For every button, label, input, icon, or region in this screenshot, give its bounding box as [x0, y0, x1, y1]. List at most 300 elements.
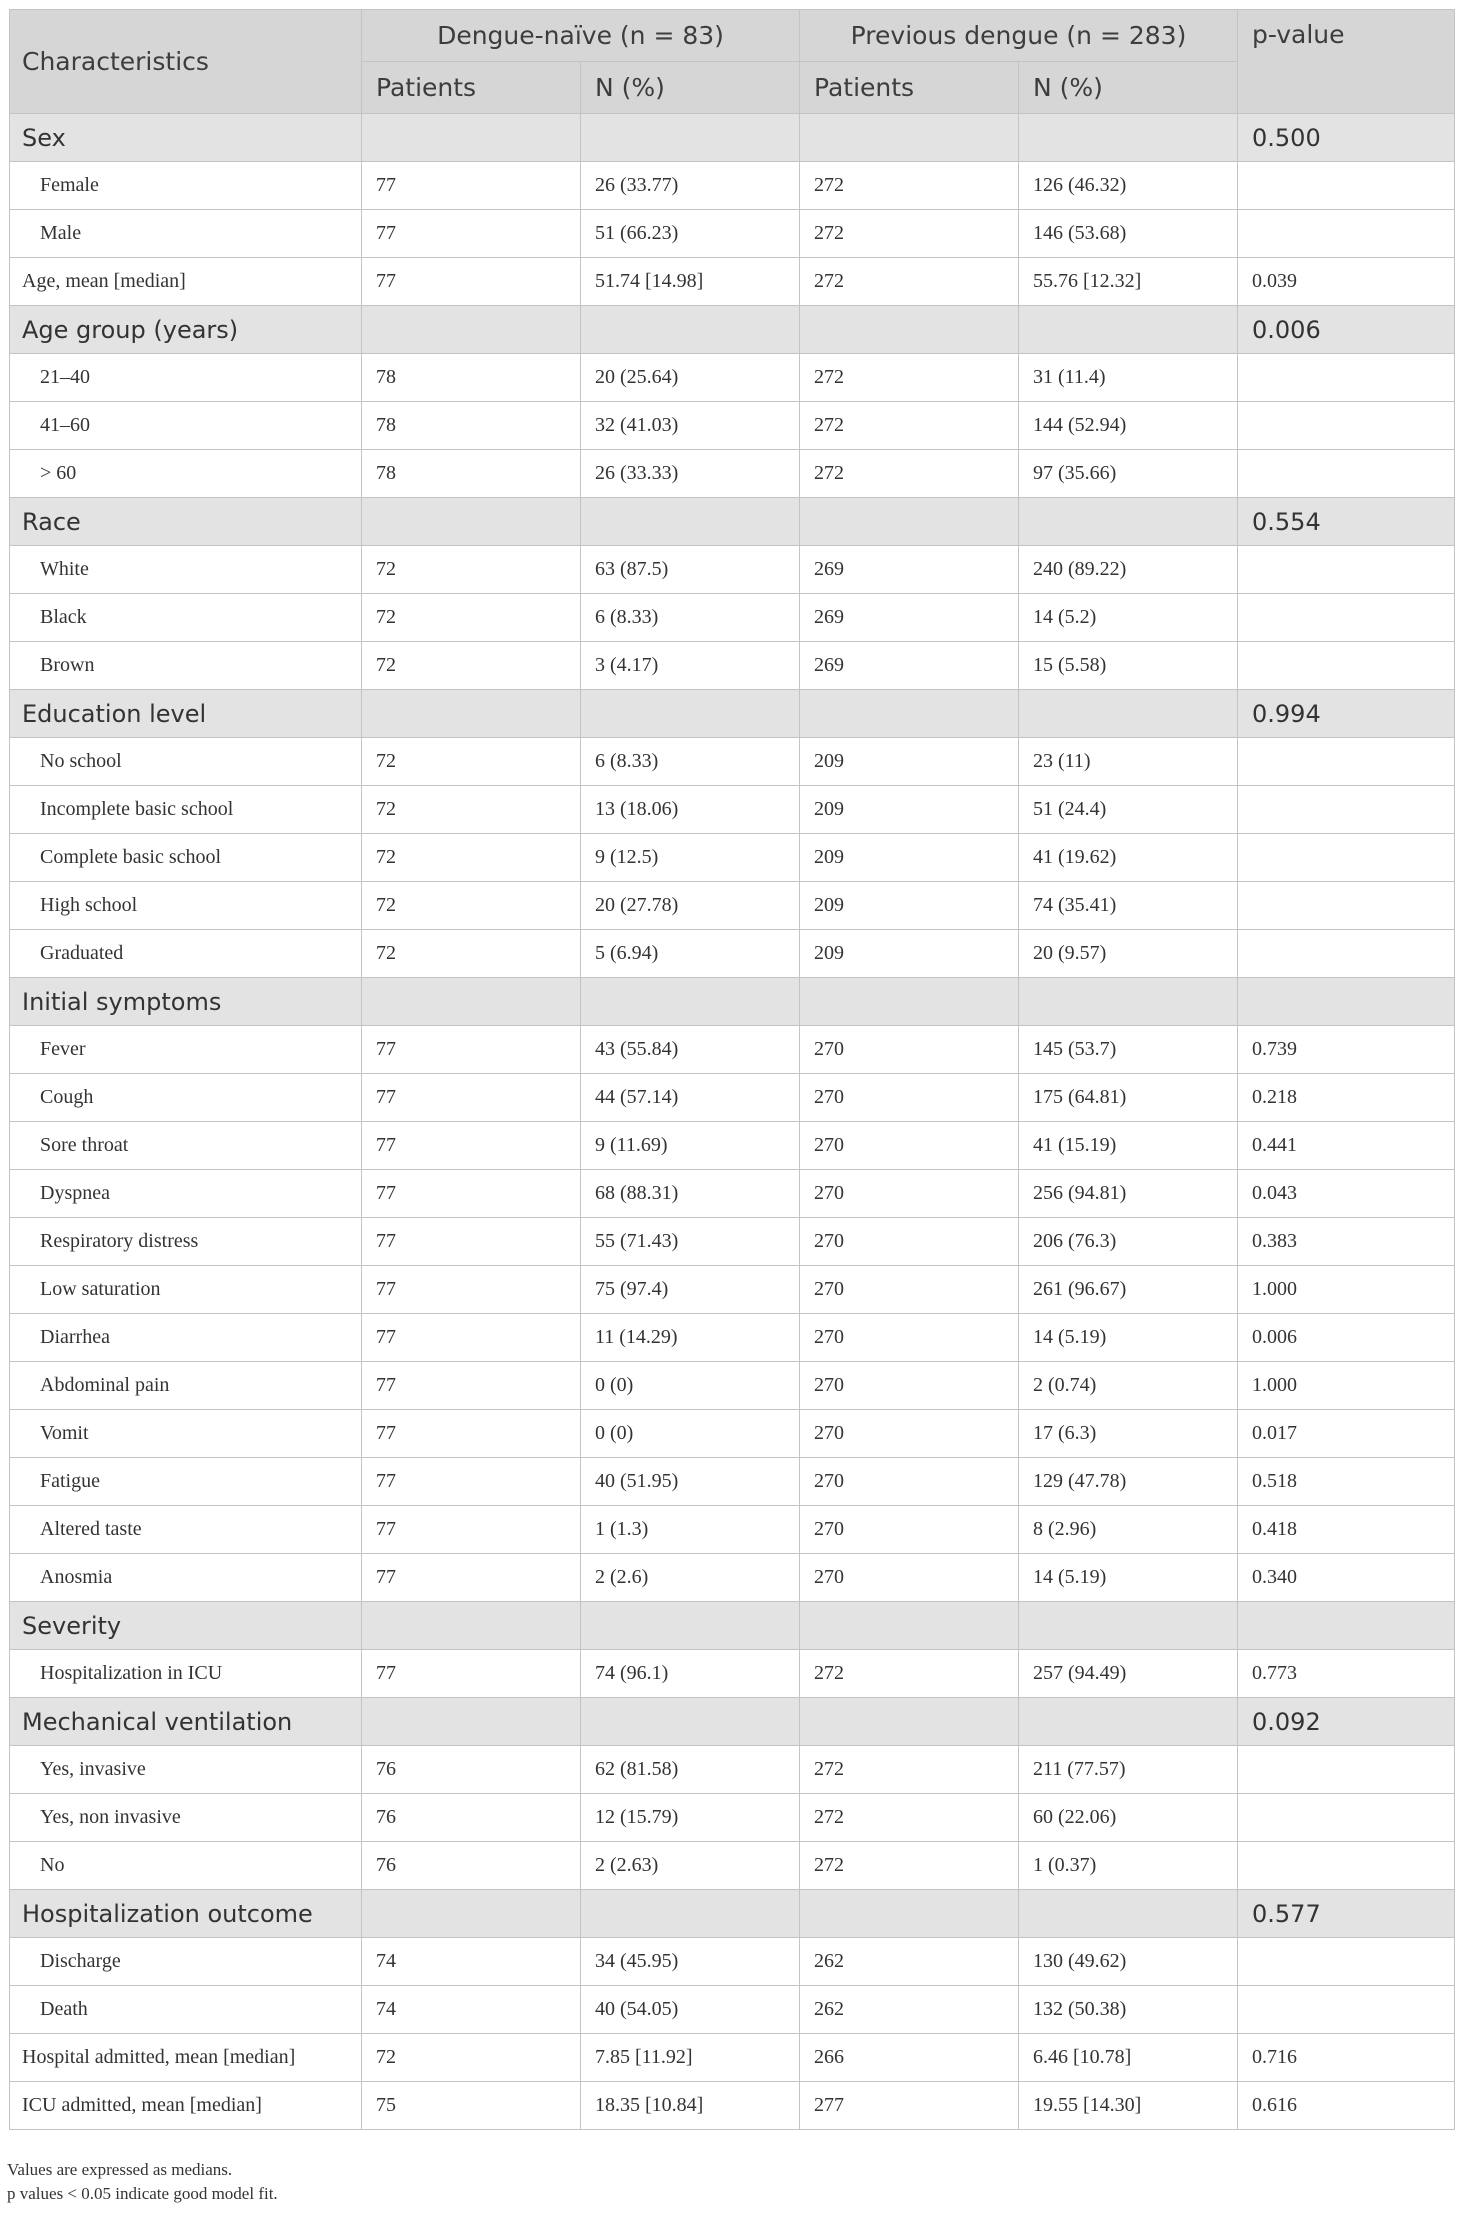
- patients-naive-cell: 78: [362, 354, 581, 402]
- patients-previous-cell: 209: [800, 882, 1019, 930]
- p-value-cell: [1238, 930, 1455, 978]
- npct-naive-cell: 55 (71.43): [581, 1218, 800, 1266]
- patients-previous-cell: 270: [800, 1170, 1019, 1218]
- row-label: Black: [10, 594, 362, 642]
- empty-cell: [581, 1602, 800, 1650]
- table-row: [10, 354, 1455, 402]
- npct-naive-cell: 13 (18.06): [581, 786, 800, 834]
- table-row: [10, 546, 1455, 594]
- row-label: Yes, invasive: [10, 1746, 362, 1794]
- empty-cell: [1019, 690, 1238, 738]
- row-label: 41–60: [10, 402, 362, 450]
- p-value-cell: [1238, 1938, 1455, 1986]
- npct-previous-cell: 23 (11): [1019, 738, 1238, 786]
- row-label: Discharge: [10, 1938, 362, 1986]
- patients-naive-cell: 72: [362, 594, 581, 642]
- npct-previous-cell: 41 (19.62): [1019, 834, 1238, 882]
- p-value-cell: [1238, 642, 1455, 690]
- patients-previous-cell: 270: [800, 1122, 1019, 1170]
- p-value-cell: 0.616: [1238, 2082, 1455, 2130]
- table-row: [10, 1650, 1455, 1698]
- section-row: [10, 1698, 1455, 1746]
- patients-previous-cell: 277: [800, 2082, 1019, 2130]
- header-characteristics: Characteristics: [10, 10, 362, 114]
- patients-naive-cell: 77: [362, 258, 581, 306]
- patients-naive-cell: 72: [362, 930, 581, 978]
- patients-previous-cell: 270: [800, 1458, 1019, 1506]
- p-value-cell: [1238, 450, 1455, 498]
- npct-previous-cell: 257 (94.49): [1019, 1650, 1238, 1698]
- empty-cell: [362, 978, 581, 1026]
- patients-naive-cell: 72: [362, 834, 581, 882]
- row-label: Male: [10, 210, 362, 258]
- section-row: [10, 498, 1455, 546]
- p-value-cell: [1238, 594, 1455, 642]
- patients-previous-cell: 272: [800, 1842, 1019, 1890]
- table-row: [10, 594, 1455, 642]
- section-p-value: 0.092: [1238, 1698, 1455, 1746]
- empty-cell: [362, 306, 581, 354]
- npct-previous-cell: 74 (35.41): [1019, 882, 1238, 930]
- characteristics-table: [9, 9, 1455, 2130]
- row-label: No school: [10, 738, 362, 786]
- npct-previous-cell: 129 (47.78): [1019, 1458, 1238, 1506]
- npct-naive-cell: 26 (33.77): [581, 162, 800, 210]
- patients-previous-cell: 209: [800, 834, 1019, 882]
- table-footnotes: [7, 2158, 278, 2206]
- p-value-cell: 0.441: [1238, 1122, 1455, 1170]
- p-value-cell: [1238, 546, 1455, 594]
- section-p-value: 0.006: [1238, 306, 1455, 354]
- patients-previous-cell: 272: [800, 1650, 1019, 1698]
- patients-naive-cell: 77: [362, 1458, 581, 1506]
- section-p-value: 0.500: [1238, 114, 1455, 162]
- section-label: Hospitalization outcome: [10, 1890, 362, 1938]
- p-value-cell: 0.418: [1238, 1506, 1455, 1554]
- header-npct-naive: N (%): [581, 62, 800, 114]
- empty-cell: [362, 1602, 581, 1650]
- patients-previous-cell: 272: [800, 450, 1019, 498]
- patients-naive-cell: 75: [362, 2082, 581, 2130]
- npct-naive-cell: 2 (2.6): [581, 1554, 800, 1602]
- row-label: Fatigue: [10, 1458, 362, 1506]
- row-label: Female: [10, 162, 362, 210]
- patients-naive-cell: 77: [362, 162, 581, 210]
- patients-naive-cell: 78: [362, 450, 581, 498]
- p-value-cell: [1238, 354, 1455, 402]
- header-p-value: p-value: [1238, 10, 1455, 114]
- row-label: Sore throat: [10, 1122, 362, 1170]
- p-value-cell: [1238, 1986, 1455, 2034]
- row-label: Diarrhea: [10, 1314, 362, 1362]
- table-row: [10, 1986, 1455, 2034]
- p-value-cell: [1238, 402, 1455, 450]
- npct-previous-cell: 17 (6.3): [1019, 1410, 1238, 1458]
- npct-naive-cell: 68 (88.31): [581, 1170, 800, 1218]
- npct-naive-cell: 9 (11.69): [581, 1122, 800, 1170]
- patients-previous-cell: 272: [800, 354, 1019, 402]
- footnote-p-values: p values < 0.05 indicate good model fit.: [7, 2184, 278, 2203]
- section-row: [10, 1602, 1455, 1650]
- empty-cell: [581, 498, 800, 546]
- section-row: [10, 690, 1455, 738]
- patients-naive-cell: 77: [362, 1410, 581, 1458]
- table-row: [10, 642, 1455, 690]
- npct-previous-cell: 130 (49.62): [1019, 1938, 1238, 1986]
- npct-previous-cell: 175 (64.81): [1019, 1074, 1238, 1122]
- empty-cell: [1019, 1698, 1238, 1746]
- patients-previous-cell: 272: [800, 258, 1019, 306]
- section-label: Mechanical ventilation: [10, 1698, 362, 1746]
- header-row-groups: [10, 10, 1455, 62]
- patients-previous-cell: 270: [800, 1314, 1019, 1362]
- patients-previous-cell: 209: [800, 930, 1019, 978]
- empty-cell: [800, 114, 1019, 162]
- table-row: [10, 1842, 1455, 1890]
- npct-naive-cell: 1 (1.3): [581, 1506, 800, 1554]
- empty-cell: [1019, 1602, 1238, 1650]
- empty-cell: [581, 978, 800, 1026]
- patients-naive-cell: 72: [362, 546, 581, 594]
- row-label: Hospitalization in ICU: [10, 1650, 362, 1698]
- empty-cell: [581, 1890, 800, 1938]
- table-row: [10, 1794, 1455, 1842]
- patients-naive-cell: 77: [362, 1026, 581, 1074]
- section-p-value: 0.994: [1238, 690, 1455, 738]
- table-row: [10, 1314, 1455, 1362]
- footnote-medians: Values are expressed as medians.: [7, 2160, 233, 2179]
- npct-previous-cell: 211 (77.57): [1019, 1746, 1238, 1794]
- p-value-cell: 0.017: [1238, 1410, 1455, 1458]
- table-row: [10, 258, 1455, 306]
- row-label: Incomplete basic school: [10, 786, 362, 834]
- npct-previous-cell: 1 (0.37): [1019, 1842, 1238, 1890]
- empty-cell: [1019, 306, 1238, 354]
- patients-previous-cell: 272: [800, 162, 1019, 210]
- section-label: Sex: [10, 114, 362, 162]
- row-label: Death: [10, 1986, 362, 2034]
- row-label: Fever: [10, 1026, 362, 1074]
- section-label: Severity: [10, 1602, 362, 1650]
- table-row: [10, 882, 1455, 930]
- npct-previous-cell: 60 (22.06): [1019, 1794, 1238, 1842]
- npct-naive-cell: 51.74 [14.98]: [581, 258, 800, 306]
- patients-naive-cell: 77: [362, 1314, 581, 1362]
- row-label: > 60: [10, 450, 362, 498]
- patients-naive-cell: 72: [362, 2034, 581, 2082]
- table-row: [10, 1170, 1455, 1218]
- section-row: [10, 306, 1455, 354]
- empty-cell: [1019, 114, 1238, 162]
- p-value-cell: 0.039: [1238, 258, 1455, 306]
- section-p-value: 0.554: [1238, 498, 1455, 546]
- npct-naive-cell: 0 (0): [581, 1410, 800, 1458]
- p-value-cell: [1238, 1794, 1455, 1842]
- npct-naive-cell: 40 (51.95): [581, 1458, 800, 1506]
- patients-naive-cell: 72: [362, 738, 581, 786]
- row-label: High school: [10, 882, 362, 930]
- patients-previous-cell: 269: [800, 642, 1019, 690]
- row-label: Low saturation: [10, 1266, 362, 1314]
- patients-previous-cell: 270: [800, 1506, 1019, 1554]
- npct-previous-cell: 206 (76.3): [1019, 1218, 1238, 1266]
- npct-previous-cell: 41 (15.19): [1019, 1122, 1238, 1170]
- npct-naive-cell: 51 (66.23): [581, 210, 800, 258]
- table-row: [10, 162, 1455, 210]
- npct-previous-cell: 51 (24.4): [1019, 786, 1238, 834]
- section-label: Age group (years): [10, 306, 362, 354]
- p-value-cell: 0.340: [1238, 1554, 1455, 1602]
- npct-previous-cell: 8 (2.96): [1019, 1506, 1238, 1554]
- npct-naive-cell: 20 (27.78): [581, 882, 800, 930]
- header-group-dengue-naive: Dengue-naïve (n = 83): [362, 10, 800, 62]
- empty-cell: [581, 690, 800, 738]
- empty-cell: [800, 978, 1019, 1026]
- npct-naive-cell: 0 (0): [581, 1362, 800, 1410]
- npct-naive-cell: 12 (15.79): [581, 1794, 800, 1842]
- section-row: [10, 1890, 1455, 1938]
- table-row: [10, 738, 1455, 786]
- p-value-cell: [1238, 834, 1455, 882]
- table-row: [10, 1074, 1455, 1122]
- patients-previous-cell: 270: [800, 1074, 1019, 1122]
- row-label: Vomit: [10, 1410, 362, 1458]
- p-value-cell: 1.000: [1238, 1362, 1455, 1410]
- empty-cell: [800, 690, 1019, 738]
- row-label: 21–40: [10, 354, 362, 402]
- npct-naive-cell: 34 (45.95): [581, 1938, 800, 1986]
- patients-naive-cell: 77: [362, 1650, 581, 1698]
- npct-naive-cell: 74 (96.1): [581, 1650, 800, 1698]
- p-value-cell: 0.218: [1238, 1074, 1455, 1122]
- p-value-cell: 1.000: [1238, 1266, 1455, 1314]
- row-label: White: [10, 546, 362, 594]
- patients-previous-cell: 269: [800, 546, 1019, 594]
- npct-naive-cell: 2 (2.63): [581, 1842, 800, 1890]
- npct-previous-cell: 261 (96.67): [1019, 1266, 1238, 1314]
- p-value-cell: 0.043: [1238, 1170, 1455, 1218]
- empty-cell: [362, 1890, 581, 1938]
- p-value-cell: [1238, 1746, 1455, 1794]
- patients-previous-cell: 270: [800, 1554, 1019, 1602]
- npct-naive-cell: 18.35 [10.84]: [581, 2082, 800, 2130]
- patients-naive-cell: 77: [362, 1362, 581, 1410]
- npct-naive-cell: 7.85 [11.92]: [581, 2034, 800, 2082]
- header-patients-naive: Patients: [362, 62, 581, 114]
- npct-naive-cell: 5 (6.94): [581, 930, 800, 978]
- empty-cell: [362, 1698, 581, 1746]
- row-label: Hospital admitted, mean [median]: [10, 2034, 362, 2082]
- p-value-cell: [1238, 882, 1455, 930]
- npct-naive-cell: 20 (25.64): [581, 354, 800, 402]
- table-row: [10, 1458, 1455, 1506]
- table-row: [10, 1746, 1455, 1794]
- npct-naive-cell: 44 (57.14): [581, 1074, 800, 1122]
- header-patients-previous: Patients: [800, 62, 1019, 114]
- npct-previous-cell: 126 (46.32): [1019, 162, 1238, 210]
- p-value-cell: 0.383: [1238, 1218, 1455, 1266]
- p-value-cell: [1238, 738, 1455, 786]
- table-row: [10, 2034, 1455, 2082]
- npct-previous-cell: 19.55 [14.30]: [1019, 2082, 1238, 2130]
- npct-naive-cell: 9 (12.5): [581, 834, 800, 882]
- npct-naive-cell: 6 (8.33): [581, 594, 800, 642]
- table-row: [10, 1938, 1455, 1986]
- npct-naive-cell: 3 (4.17): [581, 642, 800, 690]
- empty-cell: [1019, 498, 1238, 546]
- patients-previous-cell: 272: [800, 402, 1019, 450]
- patients-previous-cell: 272: [800, 210, 1019, 258]
- npct-previous-cell: 15 (5.58): [1019, 642, 1238, 690]
- patients-naive-cell: 77: [362, 1170, 581, 1218]
- table-row: [10, 1122, 1455, 1170]
- p-value-cell: [1238, 1842, 1455, 1890]
- section-p-value: 0.577: [1238, 1890, 1455, 1938]
- npct-previous-cell: 145 (53.7): [1019, 1026, 1238, 1074]
- empty-cell: [362, 498, 581, 546]
- empty-cell: [800, 1602, 1019, 1650]
- table-row: [10, 930, 1455, 978]
- row-label: Brown: [10, 642, 362, 690]
- patients-previous-cell: 209: [800, 738, 1019, 786]
- patients-previous-cell: 270: [800, 1362, 1019, 1410]
- patients-naive-cell: 77: [362, 1218, 581, 1266]
- section-label: Race: [10, 498, 362, 546]
- empty-cell: [1019, 1890, 1238, 1938]
- header-npct-previous: N (%): [1019, 62, 1238, 114]
- section-label: Education level: [10, 690, 362, 738]
- row-label: No: [10, 1842, 362, 1890]
- patients-previous-cell: 272: [800, 1746, 1019, 1794]
- empty-cell: [581, 306, 800, 354]
- section-row: [10, 978, 1455, 1026]
- table-body: [10, 114, 1455, 2130]
- patients-naive-cell: 78: [362, 402, 581, 450]
- patients-previous-cell: 270: [800, 1266, 1019, 1314]
- npct-previous-cell: 6.46 [10.78]: [1019, 2034, 1238, 2082]
- table-row: [10, 1026, 1455, 1074]
- patients-naive-cell: 77: [362, 1074, 581, 1122]
- npct-previous-cell: 20 (9.57): [1019, 930, 1238, 978]
- patients-naive-cell: 77: [362, 1506, 581, 1554]
- patients-previous-cell: 209: [800, 786, 1019, 834]
- p-value-cell: [1238, 786, 1455, 834]
- patients-previous-cell: 270: [800, 1026, 1019, 1074]
- npct-previous-cell: 97 (35.66): [1019, 450, 1238, 498]
- p-value-cell: [1238, 162, 1455, 210]
- empty-cell: [800, 1890, 1019, 1938]
- patients-naive-cell: 74: [362, 1986, 581, 2034]
- p-value-cell: 0.006: [1238, 1314, 1455, 1362]
- p-value-cell: 0.716: [1238, 2034, 1455, 2082]
- row-label: Altered taste: [10, 1506, 362, 1554]
- patients-naive-cell: 77: [362, 1554, 581, 1602]
- npct-previous-cell: 14 (5.2): [1019, 594, 1238, 642]
- patients-previous-cell: 266: [800, 2034, 1019, 2082]
- npct-previous-cell: 14 (5.19): [1019, 1314, 1238, 1362]
- npct-previous-cell: 2 (0.74): [1019, 1362, 1238, 1410]
- row-label: Abdominal pain: [10, 1362, 362, 1410]
- patients-naive-cell: 74: [362, 1938, 581, 1986]
- npct-naive-cell: 43 (55.84): [581, 1026, 800, 1074]
- empty-cell: [800, 1698, 1019, 1746]
- patients-naive-cell: 72: [362, 786, 581, 834]
- patients-previous-cell: 262: [800, 1938, 1019, 1986]
- patients-naive-cell: 77: [362, 1266, 581, 1314]
- row-label: Respiratory distress: [10, 1218, 362, 1266]
- empty-cell: [800, 498, 1019, 546]
- npct-naive-cell: 6 (8.33): [581, 738, 800, 786]
- patients-previous-cell: 270: [800, 1218, 1019, 1266]
- npct-naive-cell: 26 (33.33): [581, 450, 800, 498]
- table-row: [10, 1410, 1455, 1458]
- npct-previous-cell: 14 (5.19): [1019, 1554, 1238, 1602]
- patients-naive-cell: 77: [362, 210, 581, 258]
- table-row: [10, 834, 1455, 882]
- table-row: [10, 1554, 1455, 1602]
- npct-naive-cell: 40 (54.05): [581, 1986, 800, 2034]
- p-value-cell: 0.518: [1238, 1458, 1455, 1506]
- section-row: [10, 114, 1455, 162]
- npct-previous-cell: 146 (53.68): [1019, 210, 1238, 258]
- npct-previous-cell: 240 (89.22): [1019, 546, 1238, 594]
- patients-naive-cell: 76: [362, 1842, 581, 1890]
- patients-naive-cell: 72: [362, 882, 581, 930]
- p-value-cell: 0.739: [1238, 1026, 1455, 1074]
- empty-cell: [1019, 978, 1238, 1026]
- p-value-cell: [1238, 210, 1455, 258]
- row-label: Yes, non invasive: [10, 1794, 362, 1842]
- npct-naive-cell: 11 (14.29): [581, 1314, 800, 1362]
- npct-previous-cell: 256 (94.81): [1019, 1170, 1238, 1218]
- patients-naive-cell: 77: [362, 1122, 581, 1170]
- patients-naive-cell: 76: [362, 1746, 581, 1794]
- patients-naive-cell: 76: [362, 1794, 581, 1842]
- table-row: [10, 1266, 1455, 1314]
- patients-previous-cell: 270: [800, 1410, 1019, 1458]
- row-label: Cough: [10, 1074, 362, 1122]
- npct-previous-cell: 132 (50.38): [1019, 1986, 1238, 2034]
- section-p-value: [1238, 1602, 1455, 1650]
- patients-previous-cell: 269: [800, 594, 1019, 642]
- table-row: [10, 1506, 1455, 1554]
- npct-previous-cell: 55.76 [12.32]: [1019, 258, 1238, 306]
- empty-cell: [581, 1698, 800, 1746]
- empty-cell: [362, 690, 581, 738]
- section-label: Initial symptoms: [10, 978, 362, 1026]
- empty-cell: [362, 114, 581, 162]
- header-group-previous-dengue: Previous dengue (n = 283): [800, 10, 1238, 62]
- table-row: [10, 210, 1455, 258]
- npct-naive-cell: 63 (87.5): [581, 546, 800, 594]
- row-label: Complete basic school: [10, 834, 362, 882]
- patients-naive-cell: 72: [362, 642, 581, 690]
- section-p-value: [1238, 978, 1455, 1026]
- table-row: [10, 402, 1455, 450]
- row-label: Anosmia: [10, 1554, 362, 1602]
- table-row: [10, 450, 1455, 498]
- patients-previous-cell: 272: [800, 1794, 1019, 1842]
- row-label: Age, mean [median]: [10, 258, 362, 306]
- row-label: Dyspnea: [10, 1170, 362, 1218]
- table-row: [10, 2082, 1455, 2130]
- npct-naive-cell: 62 (81.58): [581, 1746, 800, 1794]
- npct-naive-cell: 32 (41.03): [581, 402, 800, 450]
- row-label: Graduated: [10, 930, 362, 978]
- npct-previous-cell: 144 (52.94): [1019, 402, 1238, 450]
- p-value-cell: 0.773: [1238, 1650, 1455, 1698]
- table-header: [10, 10, 1455, 114]
